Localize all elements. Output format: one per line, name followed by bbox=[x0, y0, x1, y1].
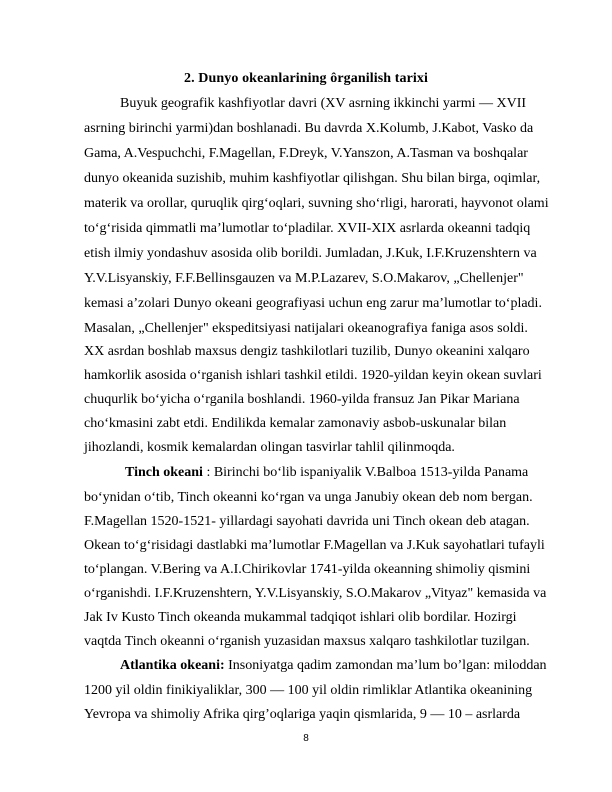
page-number: 8 bbox=[303, 733, 309, 744]
paragraph1-line-4: dunyo okeanida suzishib, muhim kashfiyotlar qilishgan. Shu bilan birga, oqimlar, bbox=[84, 171, 541, 186]
paragraph1-line-8: Y.V.Lisyanskiy, F.F.Bellinsgauzen va M.P.Lazarev, S.O.Makarov, „Chellenjer" bbox=[84, 271, 524, 286]
paragraph2-line-6: o‘rganishdi. I.F.Kruzenshtern, Y.V.Lisyanskiy, S.O.Makarov „Vityaz" kemasida va bbox=[84, 586, 547, 601]
paragraph3-line-2: 1200 yil oldin finikiyaliklar, 300 — 100 yil oldin rimliklar Atlantika okeanining bbox=[84, 683, 533, 698]
paragraph3-line-1-rest: Insoniyatga qadim zamondan ma’lum bo’lgan: miloddan bbox=[224, 658, 547, 673]
paragraph1-line-2: asrning birinchi yarmi)dan boshlanadi. Bu davrda X.Kolumb, J.Kabot, Vasko da bbox=[84, 121, 534, 136]
paragraph2-line-3: F.Magellan 1520-1521- yillardagi sayohati davrida uni Tinch okean deb atagan. bbox=[84, 514, 530, 529]
paragraph1-line-14: cho‘kmasini zabt etdi. Endilikda kemalar zamonaviy asbob-uskunalar bilan bbox=[84, 416, 507, 431]
paragraph1-line-11: XX asrdan boshlab maxsus dengiz tashkilotlari tuzilib, Dunyo okeanini xalqaro bbox=[84, 344, 530, 359]
paragraph2-line-4: Okean to‘g‘risidagi dastlabki ma’lumotlar F.Magellan va J.Kuk sayohatlari tufayli bbox=[84, 538, 545, 553]
paragraph3-line-3: Yevropa va shimoliy Afrika qirg’oqlariga yaqin qismlarida, 9 — 10 – asrlarda bbox=[84, 707, 521, 722]
section-heading: 2. Dunyo okeanlarining ôrganilish tarixi bbox=[184, 71, 428, 86]
paragraph2-line-7: Jak Iv Kusto Tinch okeanda mukammal tadqiqot ishlari olib bordilar. Hozirgi bbox=[84, 610, 517, 625]
paragraph1-line-5: materik va orollar, quruqlik qirg‘oqlari, suvning sho‘rligi, harorati, hayvonot olami bbox=[84, 196, 549, 211]
paragraph1-line-6: to‘g‘risida qimmatli ma’lumotlar to‘pladilar. XVII-XIX asrlarda okeanni tadqiq bbox=[84, 221, 531, 236]
paragraph1-line-15: jihozlandi, kosmik kemalardan olingan tasvirlar tahlil qilinmoqda. bbox=[84, 440, 455, 455]
paragraph1-line-3: Gama, A.Vespuchchi, F.Magellan, F.Dreyk, V.Yanszon, A.Tasman va boshqalar bbox=[84, 146, 528, 161]
paragraph1-line-10: Masalan, „Chellenjer" ekspeditsiyasi natijalari okeanografiya faniga asos soldi. bbox=[84, 321, 528, 336]
paragraph1-line-12: hamkorlik asosida o‘rganish ishlari tashkil etildi. 1920-yildan keyin okean suvlari bbox=[84, 368, 542, 383]
paragraph2-line-1 bbox=[125, 464, 528, 482]
paragraph1-line-9: kemasi a’zolari Dunyo okeani geografiyasi uchun eng zarur ma’lumotlar to‘pladi. bbox=[84, 296, 542, 311]
paragraph2-line-8: vaqtda Tinch okeanni o‘rganish yuzasidan maxsus xalqaro tashkilotlar tuzilgan. bbox=[84, 634, 530, 649]
paragraph1-line-1: Buyuk geografik kashfiyotlar davri (XV asrning ikkinchi yarmi — XVII bbox=[120, 96, 527, 111]
paragraph3-line-1 bbox=[120, 657, 547, 675]
paragraph1-line-7: etish ilmiy yondashuv asosida olib borildi. Jumladan, J.Kuk, I.F.Kruzenshtern va bbox=[84, 246, 537, 261]
paragraph1-line-13: chuqurlik bo‘yicha o‘rganila boshlandi. 1960-yilda fransuz Jan Pikar Mariana bbox=[84, 392, 520, 407]
paragraph2-line-1-rest: : Birinchi bo‘lib ispaniyalik V.Balboa 1513-yilda Panama bbox=[202, 465, 529, 480]
tinch-okeani-term: Tinch okeani bbox=[125, 465, 203, 480]
paragraph2-line-2: bo‘ynidan o‘tib, Tinch okeanni ko‘rgan va unga Janubiy okean deb nom bergan. bbox=[84, 490, 533, 505]
atlantika-okeani-term: Atlantika okeani: bbox=[120, 658, 225, 673]
paragraph2-line-5: to‘plangan. V.Bering va A.I.Chirikovlar 1741-yilda okeanning shimoliy qismini bbox=[84, 562, 531, 577]
